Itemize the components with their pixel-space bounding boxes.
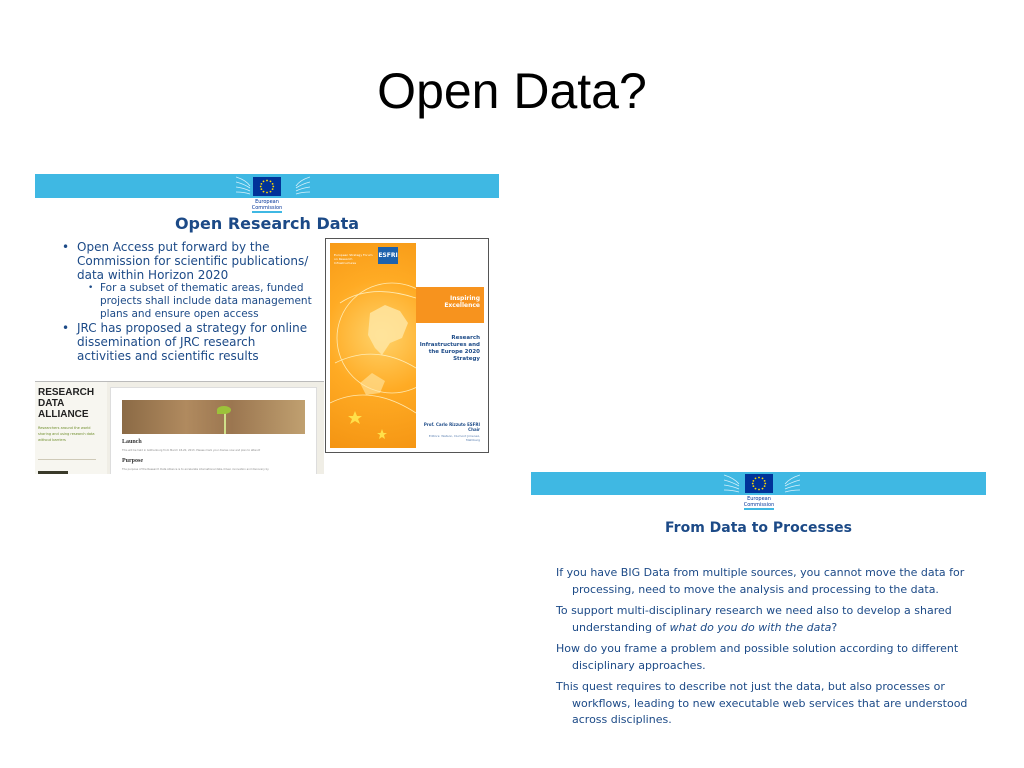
rda-content-card <box>110 387 317 474</box>
cover-editors: Editors: Watson, Dumont Jimenez, Mahlberg <box>428 434 480 442</box>
list-item <box>77 282 312 321</box>
europe-map-artwork <box>330 243 416 448</box>
globe-icon <box>330 243 416 448</box>
commission-caption: European Commission <box>743 496 775 508</box>
paragraph: If you have BIG Data from multiple sources, you cannot move the data for processing, need to move the analysis and processing to the data. <box>556 566 965 596</box>
launch-text: This will be held in Gothenburg from March 18-20, 2013. Please mark your diaries now and plan to attend! <box>122 449 261 452</box>
launch-heading: Launch <box>122 439 142 445</box>
sprout-leaf-icon <box>217 406 231 414</box>
sub-bullet-text: For a subset of thematic areas, funded projects shall include data management plans and ensure open access <box>100 282 312 320</box>
caption-underline <box>744 508 774 510</box>
caption-underline <box>252 211 282 213</box>
paragraph: How do you frame a problem and possible solution according to different disciplinary approaches. <box>556 642 959 672</box>
rda-tagline: Researchers around the world sharing and using research data without barriers <box>38 426 95 442</box>
cover-inspiring-text: Inspiring Excellence <box>444 295 480 309</box>
slide2-title: From Data to Processes <box>665 520 852 536</box>
divider <box>38 459 96 460</box>
purpose-heading: Purpose <box>122 458 143 464</box>
slide1-title: Open Research Data <box>174 214 360 233</box>
sub-bullet-list <box>77 282 312 321</box>
eu-flag-icon <box>253 177 281 196</box>
paragraph-text: ? <box>831 620 838 634</box>
esfri-logo: ESFRI <box>378 247 398 264</box>
emphasis-text: what do you do with the data <box>669 620 832 634</box>
purpose-text: The purpose of the Research Data Alliance is to accelerate international data-driven innovation and discovery by <box>122 468 269 471</box>
sprout-stem <box>224 412 226 434</box>
slide2-body <box>556 565 976 734</box>
paragraph-text: To support multi-disciplinary research we need also to develop a shared understanding of <box>556 604 952 634</box>
cover-author: Prof. Carlo Rizzuto ESFRI Chair <box>423 422 480 432</box>
sidebar-block <box>38 471 68 474</box>
esfri-report-cover <box>325 238 489 453</box>
rda-logo-text: RESEARCH DATA ALLIANCE <box>38 387 95 420</box>
sprout-photo <box>122 400 305 434</box>
rda-website-thumbnail <box>35 381 324 474</box>
paragraph <box>556 603 976 636</box>
commission-caption: European Commission <box>251 199 283 211</box>
rda-sidebar <box>35 382 107 474</box>
list-item <box>62 321 312 363</box>
page-title: Open Data? <box>377 63 647 119</box>
paragraph: This quest requires to describe not just the data, but also processes or workflows, leading to new executable web services that are understood across disciplines. <box>556 680 968 726</box>
eu-flag-icon <box>745 474 773 493</box>
list-item <box>62 240 312 321</box>
bullet-text: Open Access put forward by the Commission for scientific publications/ data within Horizon 2020 <box>77 240 309 282</box>
cover-title: Research Infrastructures and the Europe 2020 Strategy <box>419 335 480 362</box>
esfri-forum-text: European Strategy Forum on Research Infrastructures <box>334 253 373 265</box>
bullet-text: JRC has proposed a strategy for online dissemination of JRC research activities and scientific results <box>77 321 308 363</box>
slide1-bullet-list <box>62 240 312 363</box>
